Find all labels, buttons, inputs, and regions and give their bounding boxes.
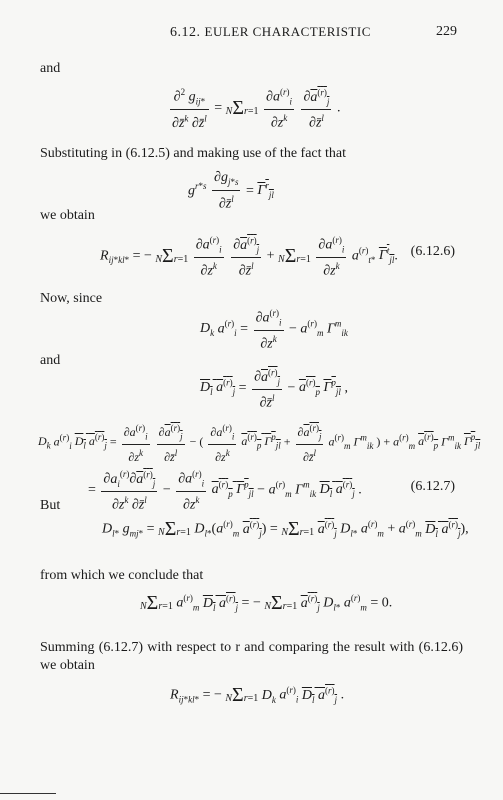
text-we-obtain: we obtain	[40, 208, 95, 223]
equation-final-result: $R_{ij*kl*}$ = − NΣr=1 $D_k$ $a^{(r)}_i$ $D_l$ $a^{(r)}_j$ .	[170, 684, 345, 707]
text-summing: Summing (6.12.7) with respect to r and comparing the result with (6.12.6) we obtain	[40, 640, 463, 673]
text-but: But	[40, 498, 61, 513]
section-number: 6.12.	[170, 25, 201, 40]
text-and-1: and	[40, 61, 61, 76]
equation-covariant-derivative-abar: $D_l$ $a^{(r)}_j$ = $\frac{\partial a^{(r)}_j}{\partial z̄^l}$ − $a^{(r)}_p$ $\Gamma^p_{jl}$ ,	[200, 364, 348, 412]
equation-product-simplified: = $\frac{\partial a_i^{(r)}\partial a^{(r)}_j}{\partial z^k \partial z̄^l}$ − $\frac{\partial a^{(r)}_i}{\partial z^k}$ $a^{(r)}_p$ $\Gamma^p_{jl} - a^{(r)}_m$ $\Gamma^m_{ik}$ $D_l$ $a^{(r)}_j$ .	[88, 466, 362, 514]
text-now-since: Now, since	[40, 291, 103, 306]
text-from-which: from which we conclude that	[40, 568, 204, 583]
page-number: 229	[436, 24, 457, 39]
equation-product-expansion: $D_k$ $a^{(r)}_i$ $D_l$ $a^{(r)}_j$ = $\frac{\partial a^{(r)}_i}{\partial z^k}$ $\frac{\partial a^{(r)}_j}{\partial z̄^l}$ − ( $\frac{\partial a^{(r)}_i}{\partial z^k}$ $a^{(r)}_p$ $\Gamma^p_{jl}$ + $\frac{\partial a^{(r)}_j}{\partial z̄^l}$ $a^{(r)}_m$ $\Gamma^m_{ik}$ ) + $a^{(r)}_m$ $a^{(r)}_p$ $\Gamma^m_{ik}$ $\Gamma^p_{jl}$	[38, 420, 480, 465]
equation-sum-zero: NΣr=1 $a^{(r)}_m$ $D_l$ $a^{(r)}_j$ = − NΣr=1 $a^{(r)}_j$ $D_{l*}$ $a^{(r)}_m = 0$.	[140, 592, 393, 615]
equation-covariant-derivative-a: $D_k$ $a^{(r)}_i$ = $\frac{\partial a^{(r)}_i}{\partial z^k}$ − $a^{(r)}_m$ $\Gamma^m_{ik}$	[200, 305, 348, 353]
bottom-rule	[0, 793, 56, 794]
equation-metric-derivative: $D_{l*}$ $g_{mj*} = N\Sigma r=1$ $D_{l*}(a^{(r)}_m$ $a^{(r)}_j) = N\Sigma r=1$ $a^{(r)}_j$ $D_{l*}$ $a^{(r)}_m + a^{(r)}_m$ $D_l$ $a^{(r)}_j$),	[102, 518, 469, 541]
text-and-2: and	[40, 353, 61, 368]
running-head	[0, 24, 503, 42]
equation-second-derivative: $\frac{\partial^2 g_{ij*}}{\partial z̄^k \partial z̄^l}$ = NΣr=1 $\frac{\partial a^{(r)}_i}{\partial z^k}$ $\frac{\partial a^{(r)}_j}{\partial z̄^l}$ .	[168, 84, 340, 132]
text-substituting: Substituting in (6.12.5) and making use of the fact that	[40, 146, 347, 161]
equation-number-6-12-7: (6.12.7)	[410, 479, 455, 494]
section-title	[170, 24, 371, 41]
section-name: EULER CHARACTERISTIC	[204, 24, 371, 39]
equation-curvature-tensor: $R_{ij*kl*}$ = − NΣr=1 $\frac{\partial a^{(r)}_i}{\partial z^k}$ $\frac{\partial a^{(r)}_j}{\partial z̄^l}$ + NΣr=1 $\frac{\partial a^{(r)}_i}{\partial z^k}$ $a^{(r)}_{t*}$ $\Gamma^t_{jl}$.	[100, 232, 398, 280]
equation-christoffel: $g^{r*s}$ $\frac{\partial g_{j*s}}{\partial z̄^l}$ = $\Gamma^r_{jl}$	[188, 170, 274, 212]
equation-number-6-12-6: (6.12.6)	[410, 244, 455, 259]
